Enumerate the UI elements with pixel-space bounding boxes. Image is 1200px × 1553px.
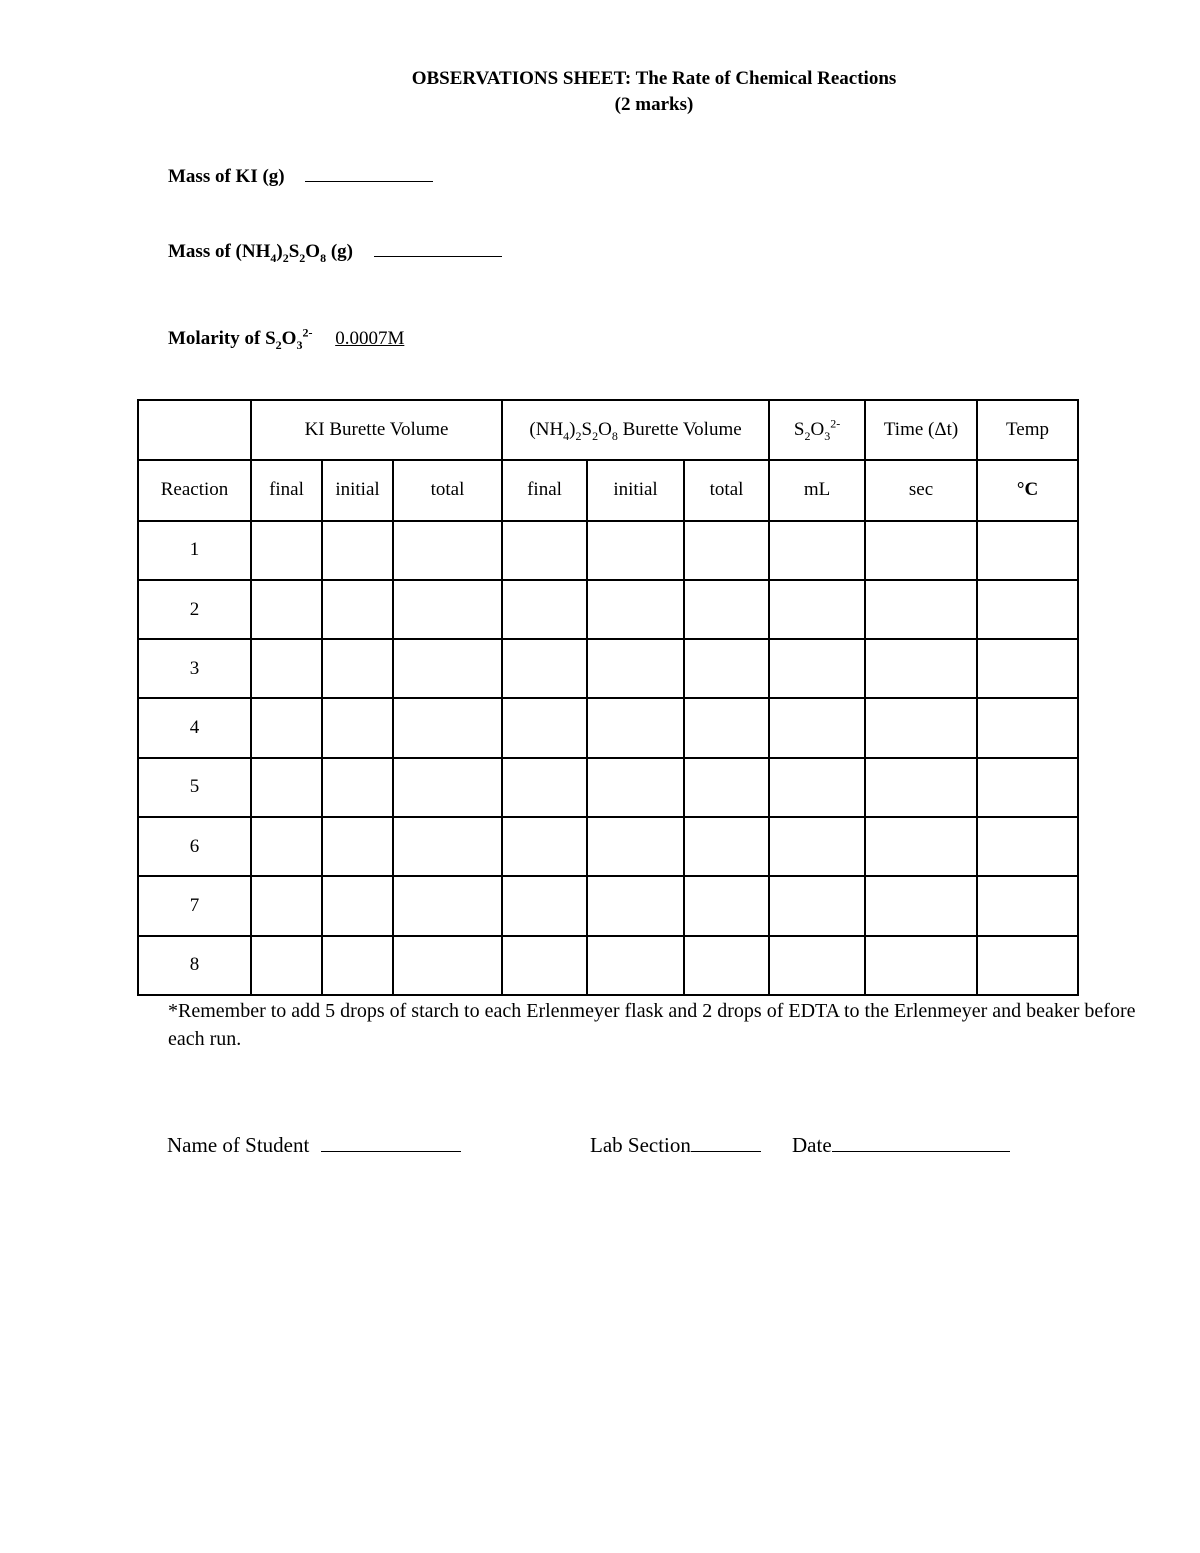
col-nh4-final: final bbox=[502, 460, 587, 520]
data-cell[interactable] bbox=[587, 698, 684, 757]
data-cell[interactable] bbox=[251, 876, 322, 935]
data-cell[interactable] bbox=[684, 758, 769, 817]
data-cell[interactable] bbox=[977, 817, 1078, 876]
reaction-number: 8 bbox=[138, 936, 251, 995]
data-cell[interactable] bbox=[684, 580, 769, 639]
col-reaction: Reaction bbox=[138, 460, 251, 520]
data-cell[interactable] bbox=[251, 698, 322, 757]
data-cell[interactable] bbox=[251, 817, 322, 876]
data-cell[interactable] bbox=[393, 758, 502, 817]
data-cell[interactable] bbox=[393, 521, 502, 580]
student-name-label: Name of Student bbox=[167, 1133, 310, 1157]
title-text: OBSERVATIONS SHEET: The Rate of Chemical Reactions bbox=[411, 68, 897, 89]
data-cell[interactable] bbox=[502, 580, 587, 639]
data-cell[interactable] bbox=[865, 521, 977, 580]
data-cell[interactable] bbox=[322, 876, 393, 935]
data-cell[interactable] bbox=[393, 580, 502, 639]
table-row bbox=[138, 936, 1078, 995]
temp-header: Temp bbox=[977, 400, 1078, 460]
data-cell[interactable] bbox=[251, 639, 322, 698]
data-cell[interactable] bbox=[977, 521, 1078, 580]
col-nh4-total: total bbox=[684, 460, 769, 520]
reaction-number: 5 bbox=[138, 758, 251, 817]
data-cell[interactable] bbox=[322, 639, 393, 698]
data-cell[interactable] bbox=[587, 758, 684, 817]
data-cell[interactable] bbox=[502, 758, 587, 817]
col-ki-initial: initial bbox=[322, 460, 393, 520]
data-cell[interactable] bbox=[251, 521, 322, 580]
data-cell[interactable] bbox=[502, 817, 587, 876]
data-cell[interactable] bbox=[769, 521, 865, 580]
reaction-number: 7 bbox=[138, 876, 251, 935]
col-ki-total: total bbox=[393, 460, 502, 520]
nh4-burette-header: $(NH_4)_2S_2O_8$ Burette Volume bbox=[502, 400, 769, 460]
observations-table bbox=[137, 399, 1079, 996]
data-cell[interactable] bbox=[393, 698, 502, 757]
mass-nh4-blank[interactable] bbox=[374, 242, 502, 257]
data-cell[interactable] bbox=[769, 698, 865, 757]
data-cell[interactable] bbox=[322, 521, 393, 580]
data-cell[interactable] bbox=[865, 698, 977, 757]
col-time-sec: sec bbox=[865, 460, 977, 520]
ki-burette-header: KI Burette Volume bbox=[251, 400, 502, 460]
data-cell[interactable] bbox=[322, 936, 393, 995]
mass-nh4-label: Mass of $(NH_4)_2S_2O_8$ (g) bbox=[168, 241, 353, 265]
date-field bbox=[792, 1133, 1010, 1158]
data-cell[interactable] bbox=[502, 698, 587, 757]
col-ki-final: final bbox=[251, 460, 322, 520]
date-label: Date bbox=[792, 1133, 832, 1157]
table-row bbox=[138, 758, 1078, 817]
marks-text: (2 marks) bbox=[614, 94, 694, 115]
data-cell[interactable] bbox=[769, 639, 865, 698]
data-cell[interactable] bbox=[977, 876, 1078, 935]
data-cell[interactable] bbox=[587, 580, 684, 639]
data-cell[interactable] bbox=[393, 936, 502, 995]
data-cell[interactable] bbox=[865, 876, 977, 935]
data-cell[interactable] bbox=[322, 758, 393, 817]
data-cell[interactable] bbox=[865, 936, 977, 995]
data-cell[interactable] bbox=[977, 580, 1078, 639]
data-cell[interactable] bbox=[502, 936, 587, 995]
data-cell[interactable] bbox=[251, 936, 322, 995]
data-cell[interactable] bbox=[865, 817, 977, 876]
data-cell[interactable] bbox=[251, 580, 322, 639]
mass-ki-label: Mass of KI (g) bbox=[168, 166, 285, 187]
data-cell[interactable] bbox=[587, 817, 684, 876]
student-name-field bbox=[167, 1133, 461, 1158]
time-header: Time (Δt) bbox=[865, 400, 977, 460]
mass-nh4-field bbox=[168, 241, 502, 263]
reaction-number: 4 bbox=[138, 698, 251, 757]
data-cell[interactable] bbox=[393, 876, 502, 935]
data-cell[interactable] bbox=[684, 936, 769, 995]
column-header-row bbox=[138, 460, 1078, 520]
data-cell[interactable] bbox=[587, 876, 684, 935]
lab-section-label: Lab Section bbox=[590, 1133, 691, 1157]
col-temp-c: °C bbox=[977, 460, 1078, 520]
data-cell[interactable] bbox=[865, 758, 977, 817]
data-cell[interactable] bbox=[865, 639, 977, 698]
student-name-blank[interactable] bbox=[321, 1137, 461, 1152]
starch-edta-note: *Remember to add 5 drops of starch to each Erlenmeyer flask and 2 drops of EDTA to the Erlenmeyer and beaker before each run. bbox=[168, 1000, 1136, 1050]
data-cell[interactable] bbox=[251, 758, 322, 817]
table-row bbox=[138, 580, 1078, 639]
lab-section-field bbox=[590, 1133, 761, 1158]
group-header-row bbox=[138, 400, 1078, 460]
date-blank[interactable] bbox=[832, 1137, 1010, 1152]
data-cell[interactable] bbox=[977, 698, 1078, 757]
reaction-number: 3 bbox=[138, 639, 251, 698]
data-cell[interactable] bbox=[502, 639, 587, 698]
data-cell[interactable] bbox=[769, 758, 865, 817]
data-cell[interactable] bbox=[393, 639, 502, 698]
data-cell[interactable] bbox=[502, 876, 587, 935]
data-cell[interactable] bbox=[322, 817, 393, 876]
data-cell[interactable] bbox=[684, 521, 769, 580]
data-cell[interactable] bbox=[977, 936, 1078, 995]
molarity-label: Molarity of $S_2O_3^{2-}$ bbox=[168, 325, 313, 352]
reaction-number: 6 bbox=[138, 817, 251, 876]
table-row bbox=[138, 698, 1078, 757]
data-cell[interactable] bbox=[322, 698, 393, 757]
lab-section-blank[interactable] bbox=[691, 1137, 761, 1152]
data-cell[interactable] bbox=[587, 639, 684, 698]
table-row bbox=[138, 876, 1078, 935]
blank-header-cell bbox=[138, 400, 251, 460]
mass-ki-field bbox=[168, 166, 433, 188]
data-cell[interactable] bbox=[393, 817, 502, 876]
reaction-number: 2 bbox=[138, 580, 251, 639]
table-row bbox=[138, 639, 1078, 698]
data-cell[interactable] bbox=[977, 758, 1078, 817]
data-cell[interactable] bbox=[684, 639, 769, 698]
s2o3-header: $S_2O_3^{2-}$ bbox=[769, 400, 865, 460]
data-cell[interactable] bbox=[684, 876, 769, 935]
page-title bbox=[0, 66, 1200, 118]
data-cell[interactable] bbox=[587, 936, 684, 995]
col-s2o3-ml: mL bbox=[769, 460, 865, 520]
mass-ki-blank[interactable] bbox=[305, 167, 433, 182]
reaction-number: 1 bbox=[138, 521, 251, 580]
col-nh4-initial: initial bbox=[587, 460, 684, 520]
molarity-value: 0.0007M bbox=[335, 328, 405, 349]
data-cell[interactable] bbox=[977, 639, 1078, 698]
data-cell[interactable] bbox=[684, 817, 769, 876]
data-cell[interactable] bbox=[587, 521, 684, 580]
data-cell[interactable] bbox=[769, 876, 865, 935]
data-cell[interactable] bbox=[769, 580, 865, 639]
data-cell[interactable] bbox=[502, 521, 587, 580]
data-cell[interactable] bbox=[865, 580, 977, 639]
data-cell[interactable] bbox=[769, 817, 865, 876]
table-row bbox=[138, 521, 1078, 580]
molarity-field bbox=[168, 325, 405, 352]
data-cell[interactable] bbox=[322, 580, 393, 639]
table-row bbox=[138, 817, 1078, 876]
data-cell[interactable] bbox=[684, 698, 769, 757]
data-cell[interactable] bbox=[769, 936, 865, 995]
